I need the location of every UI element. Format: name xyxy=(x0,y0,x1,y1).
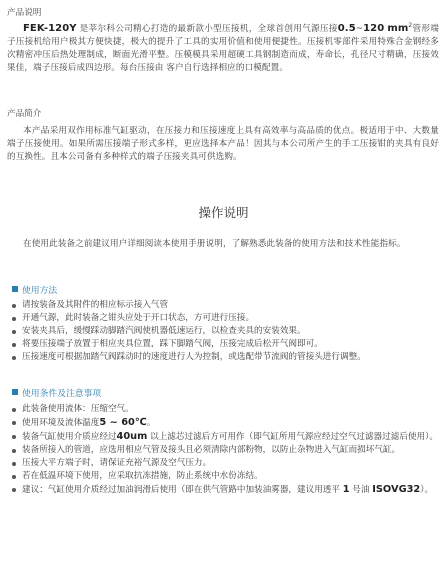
condition-temp-end: 。 xyxy=(146,418,156,428)
range-separator: ~ xyxy=(355,24,364,34)
condition-filter-text: 以上滤芯过滤后方可用作（即气缸所用气源应经过空气过滤器过滤后使用）。 xyxy=(150,432,438,442)
condition-item xyxy=(12,483,439,497)
bullet-dot-icon xyxy=(12,408,16,412)
condition-item xyxy=(12,470,439,483)
usage-list xyxy=(12,299,439,364)
condition-temp-label: 使用环境及流体温度 xyxy=(22,418,100,428)
usage-item xyxy=(12,338,439,351)
product-brief-heading: 产品简介 xyxy=(7,109,42,119)
condition-filter-value: 40um xyxy=(116,431,148,442)
usage-item xyxy=(12,299,439,312)
conditions-heading xyxy=(12,388,101,401)
bullet-dot-icon xyxy=(12,488,16,492)
product-description-heading: 产品说明 xyxy=(7,8,42,18)
operation-intro-text: 在使用此装备之前建议用户详细阅读本使用手册说明，了解熟悉此装备的使用方法和技术性能指标。 xyxy=(23,239,406,249)
usage-heading-label: 使用方法 xyxy=(22,286,58,296)
range-max: 120 xyxy=(363,23,385,34)
condition-pipe: 装备所接入的管道，应选用相应气管及接头且必须清除内部粉物，以防止杂物进入气缸而损坏气缸。 xyxy=(22,445,401,455)
usage-item-text: 开通气源，此时装备之钳头应处于开口状态，方可进行压接。 xyxy=(22,313,255,323)
range-unit: mm xyxy=(387,23,409,34)
square-bullet-icon xyxy=(12,286,18,292)
usage-item-text: 将要压接端子放置于相应夹具位置，踩下脚踏气阀，压接完成后松开气阀即可。 xyxy=(22,339,323,349)
usage-item-text: 压接速度可根据加踏气阀踩动时的速度进行人为控制，或选配带节流阀的管接头进行调整。 xyxy=(22,352,366,362)
condition-oil-value: ISOVG32 xyxy=(372,484,421,495)
bullet-dot-icon xyxy=(12,421,16,425)
bullet-dot-icon xyxy=(12,462,16,466)
bullet-dot-icon xyxy=(12,449,16,453)
condition-filter-label: 装备气缸使用介质应经过 xyxy=(22,432,117,442)
condition-item xyxy=(12,457,439,470)
bullet-dot-icon xyxy=(12,304,16,308)
product-description-text xyxy=(7,22,439,100)
square-bullet-icon xyxy=(12,389,18,395)
condition-oil-label: 号油 xyxy=(352,485,370,495)
bullet-dot-icon xyxy=(12,356,16,360)
model-number: FEK-120Y xyxy=(23,23,77,34)
conditions-list xyxy=(12,403,439,497)
condition-cold: 若在低温环境下使用，应采取抗冻措施，防止系统中水份冻结。 xyxy=(22,471,263,481)
range-min: 0.5 xyxy=(337,23,356,34)
usage-item-text: 安装夹具后，缓慢踩动脚踏汽阀使机器低速运行，以检查夹具的安装效果。 xyxy=(22,326,306,336)
usage-heading xyxy=(12,285,57,298)
condition-item xyxy=(12,444,439,457)
range-unit-exponent: 2 xyxy=(408,22,413,30)
conditions-heading-label: 使用条件及注意事项 xyxy=(22,389,102,399)
product-brief-text: 本产品采用双作用标准气缸驱动，在压接力和压接速度上具有高效率与高品质的优点。极适用于中、大数量端子压接使用。如果所需压接端子形式多样，更应选择本产品！因其与本公司所产生的手工压接钳的夹具有良好的互换性。且本公司备有多种样式的端子压接夹具可供选购。 xyxy=(7,126,439,162)
usage-item-text: 请按装备及其附件的相应标示接入气管 xyxy=(22,300,169,310)
bullet-dot-icon xyxy=(12,475,16,479)
condition-temp-value: 5 ~ 60℃ xyxy=(99,417,147,428)
condition-oil-grade: 1 xyxy=(342,484,350,495)
bullet-dot-icon xyxy=(12,330,16,334)
condition-pressure: 压接大平方端子时，请保证充裕气源及空气压力。 xyxy=(22,458,212,468)
bullet-dot-icon xyxy=(12,343,16,347)
bullet-dot-icon xyxy=(12,435,16,439)
condition-oil-text: 建议：气缸使用介质经过加油润滑后使用（即在供气管路中加装油雾器，建议用透平 xyxy=(22,485,340,495)
bullet-dot-icon xyxy=(12,317,16,321)
description-rest: 管形端子压接机给用户极其方便快捷，极大的提升了工具的实用价值和使用便捷性。压接机零部件采用特殊合金钢经多次精密冲压后热处理制成，断面光滑平整。压模模具采用超硬工具钢制造而成，寿命长，孔径尺寸精确，压接效果佳，端子压接后成四边形。每台压接由 客户自行选择相应的口模配置。 xyxy=(7,24,439,73)
condition-fluid: 此装备使用流体：压缩空气。 xyxy=(22,404,134,414)
condition-oil-end: ）。 xyxy=(420,485,434,495)
usage-item xyxy=(12,312,439,325)
condition-item xyxy=(12,416,439,430)
usage-item xyxy=(12,325,439,338)
description-line-1: 是莘尔科公司精心打造的最新款小型压接机，全球首创用气源压接 xyxy=(79,24,338,34)
operation-title: 操作说明 xyxy=(198,205,249,220)
usage-item xyxy=(12,351,439,364)
condition-item xyxy=(12,430,439,444)
condition-item xyxy=(12,403,439,416)
